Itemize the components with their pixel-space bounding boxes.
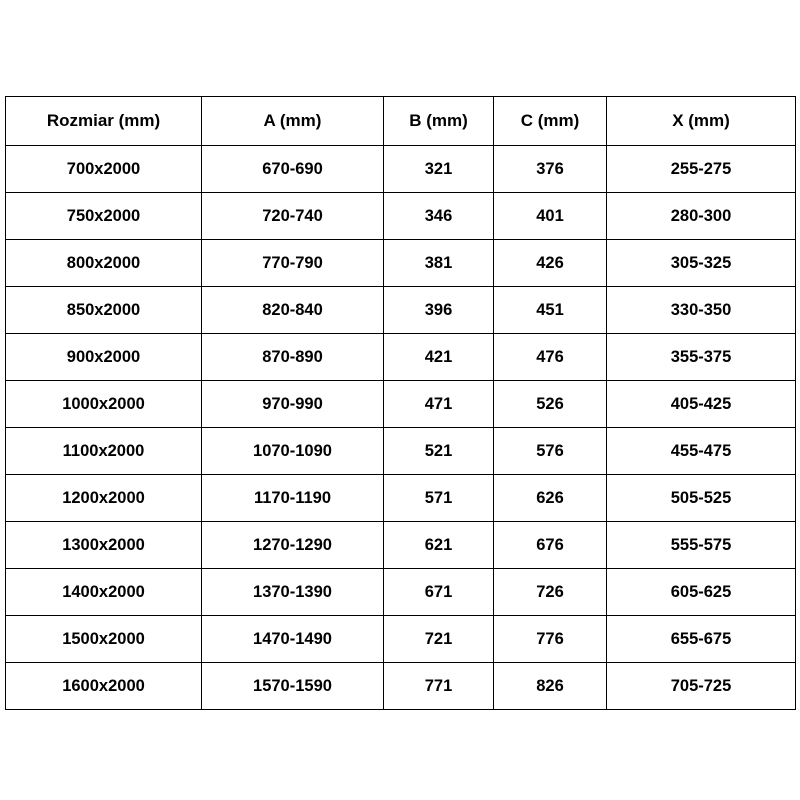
cell-b: 346 xyxy=(384,193,494,240)
cell-a: 670-690 xyxy=(202,146,384,193)
cell-c: 776 xyxy=(494,616,607,663)
table-row xyxy=(6,569,796,616)
cell-size: 750x2000 xyxy=(6,193,202,240)
column-header-size: Rozmiar (mm) xyxy=(6,97,202,146)
column-header-b: B (mm) xyxy=(384,97,494,146)
cell-c: 626 xyxy=(494,475,607,522)
cell-a: 1570-1590 xyxy=(202,663,384,710)
cell-b: 521 xyxy=(384,428,494,475)
table-row xyxy=(6,428,796,475)
cell-a: 1070-1090 xyxy=(202,428,384,475)
cell-b: 721 xyxy=(384,616,494,663)
table-row xyxy=(6,616,796,663)
cell-b: 621 xyxy=(384,522,494,569)
cell-a: 1470-1490 xyxy=(202,616,384,663)
cell-size: 700x2000 xyxy=(6,146,202,193)
table-row xyxy=(6,334,796,381)
table-row xyxy=(6,193,796,240)
cell-c: 576 xyxy=(494,428,607,475)
cell-x: 280-300 xyxy=(607,193,796,240)
cell-b: 396 xyxy=(384,287,494,334)
cell-size: 1000x2000 xyxy=(6,381,202,428)
cell-x: 405-425 xyxy=(607,381,796,428)
table-row xyxy=(6,522,796,569)
cell-size: 1200x2000 xyxy=(6,475,202,522)
cell-size: 900x2000 xyxy=(6,334,202,381)
cell-a: 1370-1390 xyxy=(202,569,384,616)
cell-x: 555-575 xyxy=(607,522,796,569)
cell-c: 526 xyxy=(494,381,607,428)
table-row xyxy=(6,146,796,193)
cell-a: 820-840 xyxy=(202,287,384,334)
table-row xyxy=(6,663,796,710)
cell-x: 705-725 xyxy=(607,663,796,710)
cell-x: 505-525 xyxy=(607,475,796,522)
cell-size: 1400x2000 xyxy=(6,569,202,616)
cell-x: 355-375 xyxy=(607,334,796,381)
cell-x: 305-325 xyxy=(607,240,796,287)
table-body xyxy=(6,146,796,710)
cell-x: 455-475 xyxy=(607,428,796,475)
column-header-x: X (mm) xyxy=(607,97,796,146)
cell-a: 770-790 xyxy=(202,240,384,287)
cell-x: 255-275 xyxy=(607,146,796,193)
cell-a: 1270-1290 xyxy=(202,522,384,569)
cell-size: 1300x2000 xyxy=(6,522,202,569)
column-header-c: C (mm) xyxy=(494,97,607,146)
table-row xyxy=(6,240,796,287)
cell-size: 850x2000 xyxy=(6,287,202,334)
cell-x: 655-675 xyxy=(607,616,796,663)
cell-b: 321 xyxy=(384,146,494,193)
table-row xyxy=(6,381,796,428)
cell-size: 1500x2000 xyxy=(6,616,202,663)
table-header-row xyxy=(6,97,796,146)
cell-c: 401 xyxy=(494,193,607,240)
cell-c: 426 xyxy=(494,240,607,287)
cell-size: 1600x2000 xyxy=(6,663,202,710)
cell-c: 376 xyxy=(494,146,607,193)
cell-a: 1170-1190 xyxy=(202,475,384,522)
cell-c: 676 xyxy=(494,522,607,569)
cell-c: 476 xyxy=(494,334,607,381)
cell-a: 720-740 xyxy=(202,193,384,240)
cell-b: 471 xyxy=(384,381,494,428)
cell-a: 970-990 xyxy=(202,381,384,428)
cell-size: 1100x2000 xyxy=(6,428,202,475)
cell-c: 826 xyxy=(494,663,607,710)
cell-b: 671 xyxy=(384,569,494,616)
size-table-container xyxy=(5,96,795,710)
table-row xyxy=(6,475,796,522)
cell-b: 421 xyxy=(384,334,494,381)
cell-size: 800x2000 xyxy=(6,240,202,287)
cell-b: 381 xyxy=(384,240,494,287)
cell-c: 451 xyxy=(494,287,607,334)
column-header-a: A (mm) xyxy=(202,97,384,146)
size-table xyxy=(5,96,796,710)
table-row xyxy=(6,287,796,334)
cell-a: 870-890 xyxy=(202,334,384,381)
cell-x: 330-350 xyxy=(607,287,796,334)
cell-b: 771 xyxy=(384,663,494,710)
cell-c: 726 xyxy=(494,569,607,616)
cell-x: 605-625 xyxy=(607,569,796,616)
cell-b: 571 xyxy=(384,475,494,522)
